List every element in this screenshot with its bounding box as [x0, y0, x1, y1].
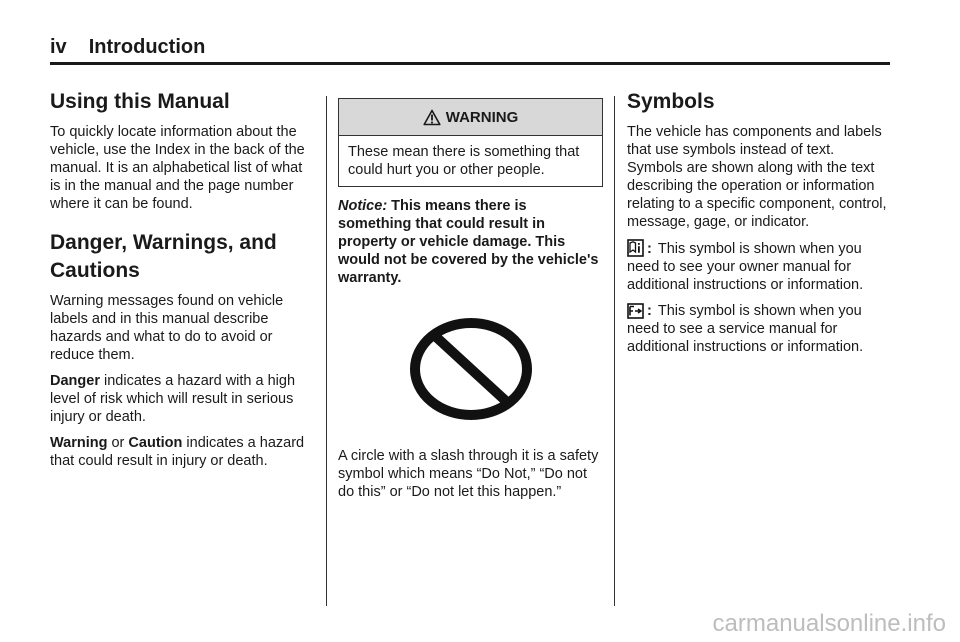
page-number: iv: [50, 36, 67, 58]
danger-paragraph: [50, 372, 315, 426]
warning-label: WARNING: [445, 108, 519, 126]
warning-box: [338, 98, 603, 187]
column-left: [50, 88, 315, 478]
column-middle: [338, 93, 603, 509]
column-right: [627, 88, 892, 364]
circle-slash-caption: A circle with a slash through it is a safety symbol which means “Do Not,” “Do not do this” or “Do not let this happen.”: [338, 448, 599, 500]
column-divider: [614, 96, 615, 606]
caution-term: Caution: [128, 434, 183, 451]
page-header: [50, 36, 890, 65]
or-word: or: [107, 434, 129, 451]
service-manual-text: This symbol is shown when you need to see a service manual for additional instructions or information.: [627, 303, 864, 356]
watermark: carmanualsonline.info: [712, 610, 946, 637]
heading-using-manual: Using this Manual: [50, 90, 230, 113]
owner-manual-text: This symbol is shown when you need to see your owner manual for additional instructions or information.: [627, 241, 864, 294]
warning-caution-paragraph: [50, 434, 315, 470]
notice-text: This means there is something that could result in property or vehicle damage. This would not be covered by the vehicle's warranty.: [338, 198, 599, 286]
symbol-colon: :: [647, 303, 652, 320]
prohibition-symbol: [338, 317, 603, 421]
prohibition-icon: [409, 317, 533, 421]
owner-manual-symbol-paragraph: [627, 239, 892, 294]
section-title: Introduction: [88, 36, 206, 58]
warning-box-header: [339, 99, 602, 136]
owner-manual-icon: [627, 239, 644, 257]
service-manual-symbol-paragraph: [627, 302, 892, 356]
using-manual-paragraph: To quickly locate information about the vehicle, use the Index in the back of the manual. It is an alphabetical list of what is in the manual and the page number where it can be found.: [50, 124, 305, 213]
warning-messages-paragraph: Warning messages found on vehicle labels and in this manual describe hazards and what to do to avoid or reduce them.: [50, 292, 284, 363]
symbol-colon: :: [647, 241, 652, 258]
heading-danger-warnings: Danger, Warnings, and Cautions: [50, 231, 277, 282]
service-manual-icon: [627, 303, 644, 319]
danger-term: Danger: [50, 372, 100, 389]
heading-symbols: Symbols: [627, 90, 715, 113]
warning-box-text: These mean there is something that could hurt you or other people.: [348, 144, 580, 178]
column-divider: [326, 96, 327, 606]
notice-paragraph: [338, 197, 603, 287]
notice-label: Notice:: [338, 198, 388, 214]
warning-caution-description: indicates a hazard that could result in injury or death.: [50, 434, 305, 469]
warning-term: Warning: [50, 434, 108, 451]
warning-triangle-icon: [423, 109, 441, 126]
symbols-paragraph: The vehicle has components and labels that use symbols instead of text. Symbols are shown along with the text describing the operation or information relating to a specific component, control, message, gage, or indicator.: [627, 124, 887, 231]
danger-description: indicates a hazard with a high level of risk which will result in serious injury or death.: [50, 372, 296, 425]
